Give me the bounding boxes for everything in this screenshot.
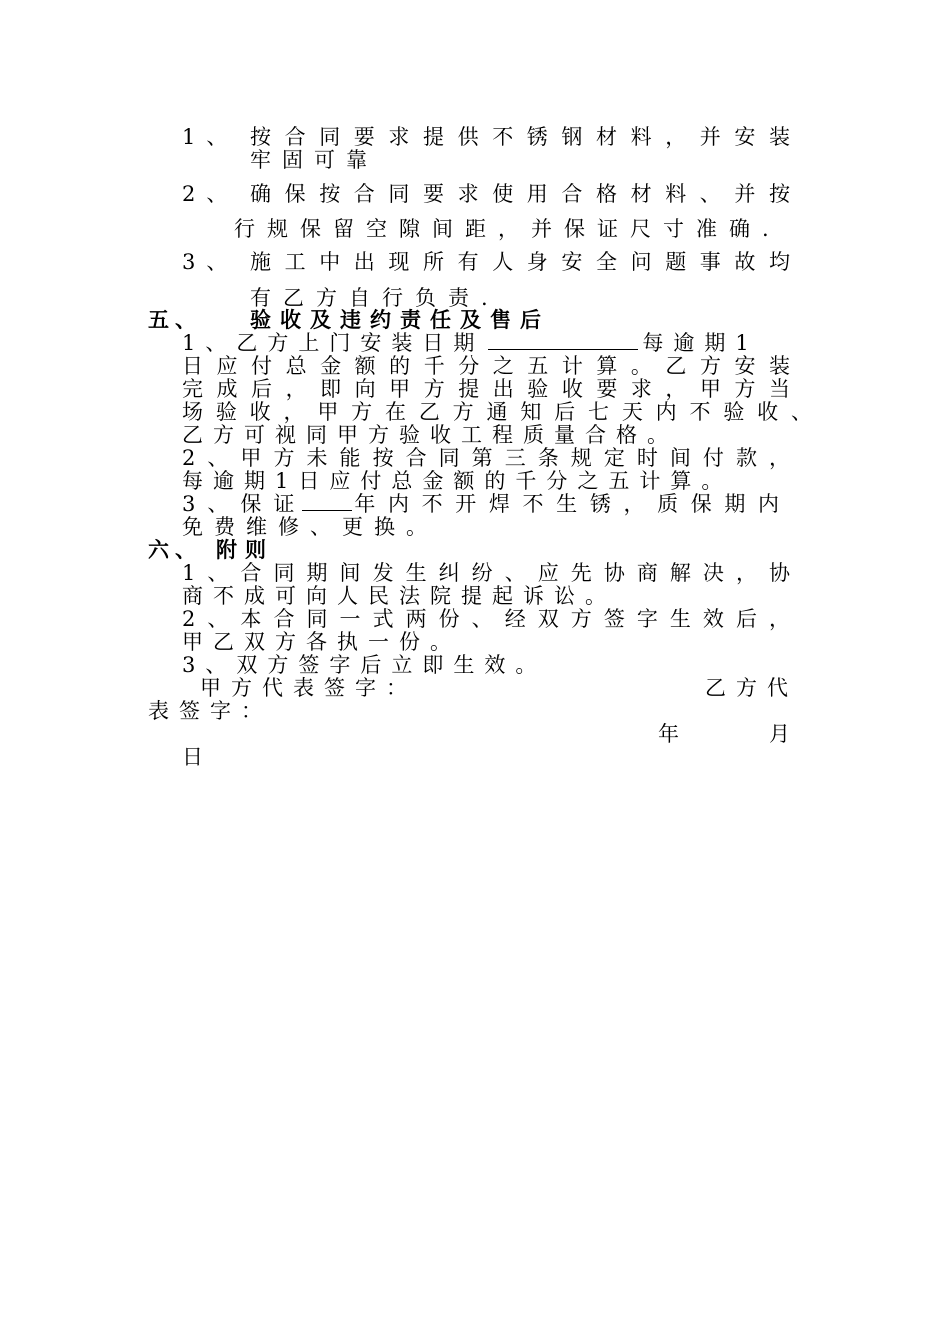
item-number: 3、: [182, 250, 239, 274]
clause-text: 3、保证: [182, 492, 307, 516]
item-number: 1、: [182, 125, 239, 149]
item-number: 2、: [182, 182, 239, 206]
clause-line: 日应付总金额的千分之五计算。乙方安装: [182, 354, 790, 378]
date-month-label: 月: [769, 722, 801, 746]
clause-line: 甲乙双方各执一份。: [182, 630, 461, 654]
section-number: 五、: [148, 308, 202, 332]
clause-text: 每逾期1: [642, 331, 759, 355]
contract-clause: 牢固可靠: [250, 148, 378, 172]
clause-line: 商不成可向人民法院提起诉讼。: [182, 584, 616, 608]
section-heading: 验收及违约责任及售后: [250, 308, 550, 332]
section-number: 六、: [148, 538, 202, 562]
clause-line: [182, 331, 759, 355]
clause-line: 2、本合同一式两份、经双方签字生效后，: [182, 607, 790, 631]
date-year-label: 年: [658, 722, 690, 746]
clause-line: 2、甲方未能按合同第三条规定时间付款，: [182, 446, 790, 470]
party-a-signature-label: 甲方代表签字：: [200, 676, 417, 700]
clause-line: 完成后，即向甲方提出验收要求，甲方当: [182, 377, 790, 401]
clause-line: 每逾期1日应付总金额的千分之五计算。: [182, 469, 733, 493]
contract-clause: 确保按合同要求使用合格材料、并按: [250, 182, 790, 206]
contract-clause: 施工中出现所有人身安全问题事故均: [250, 250, 790, 274]
contract-clause: 有乙方自行负责.: [250, 286, 500, 310]
clause-text: 年内不开焊不生锈，质保期内: [354, 492, 790, 516]
date-blank: [488, 331, 638, 350]
clause-line: 场验收，甲方在乙方通知后七天内不验收、: [182, 400, 812, 424]
clause-text: 1、乙方上门安装日期: [182, 331, 485, 355]
warranty-years-blank: [302, 492, 352, 511]
clause-line: [182, 492, 790, 516]
contract-clause: 行规保留空隙间距，并保证尺寸准确.: [234, 217, 781, 241]
clause-line: 免费维修、更换。: [182, 515, 438, 539]
date-day-label: 日: [182, 745, 214, 769]
party-b-signature-label: 乙方代: [705, 676, 798, 700]
clause-line: 1、合同期间发生纠纷、应先协商解决，协: [182, 561, 790, 585]
party-b-signature-label: 表签字：: [148, 699, 272, 723]
clause-line: 3、双方签字后立即生效。: [182, 653, 547, 677]
contract-clause: 按合同要求提供不锈钢材料，并安装: [250, 125, 790, 149]
clause-line: 乙方可视同甲方验收工程质量合格。: [182, 423, 678, 447]
section-heading: 附则: [216, 538, 274, 562]
